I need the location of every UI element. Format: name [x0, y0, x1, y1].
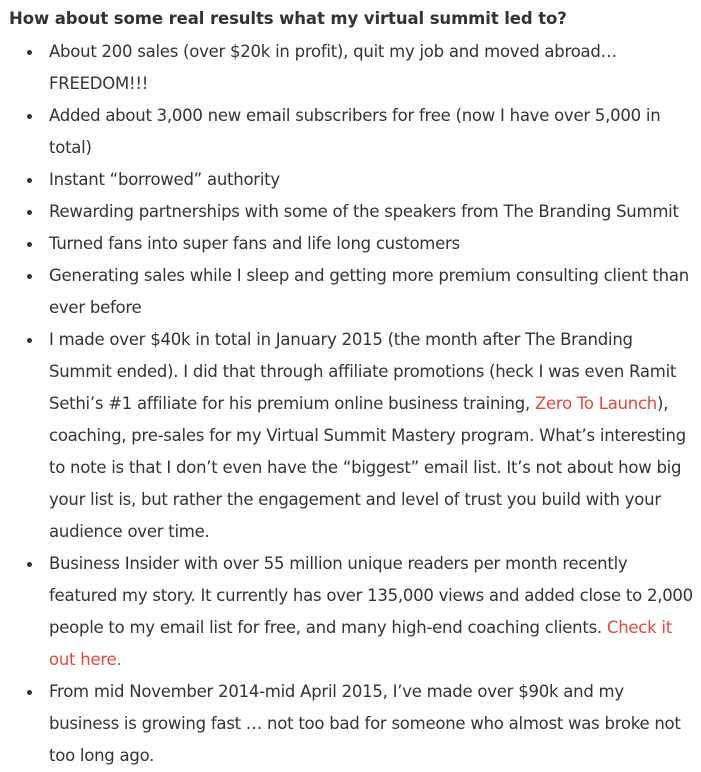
- list-item-text: Turned fans into super fans and life long customers: [49, 234, 460, 253]
- list-item-text: About 200 sales (over $20k in profit), quit my job and moved abroad…FREEDOM!!!: [49, 42, 617, 93]
- list-item-text: From mid November 2014-mid April 2015, I’ve made over $90k and my business is growing fast … not too bad for someone who almost was broke not too long ago.: [49, 682, 681, 765]
- list-item: [49, 548, 694, 676]
- list-item: [49, 164, 694, 196]
- list-item-text: Generating sales while I sleep and getting more premium consulting client than ever before: [49, 266, 689, 317]
- list-item: [49, 324, 694, 548]
- list-item-text: Added about 3,000 new email subscribers for free (now I have over 5,000 in total): [49, 106, 661, 157]
- zero-to-launch-link[interactable]: Zero To Launch: [534, 394, 658, 413]
- list-item: [49, 228, 694, 260]
- check-it-out-link[interactable]: Check it out here.: [49, 618, 672, 669]
- list-item-text: Business Insider with over 55 million unique readers per month recently featured my story. It currently has over 135,000 views and added close to 2,000 people to my email list for free, and many high-end coaching clients.: [49, 554, 693, 637]
- list-item-text: ), coaching, pre-sales for my Virtual Summit Mastery program. What’s interesting to note is that I don’t even have the “biggest” email list. It’s not about how big your list is, but rather the engagement and level of trust you build with your audience over time.: [49, 394, 686, 541]
- list-item-text: Rewarding partnerships with some of the speakers from The Branding Summit: [49, 202, 679, 221]
- list-item: [49, 36, 694, 100]
- list-item-text: I made over $40k in total in January 2015 (the month after The Branding Summit ended). I did that through affiliate promotions (heck I was even Ramit Sethi’s #1 affiliate for his premium online business training,: [49, 330, 677, 413]
- list-item-text: Instant “borrowed” authority: [49, 170, 280, 189]
- list-item: [49, 100, 694, 164]
- results-list: [9, 36, 694, 772]
- list-item: [49, 196, 694, 228]
- list-item: [49, 260, 694, 324]
- section-heading: How about some real results what my virtual summit led to?: [9, 9, 567, 28]
- list-item: [49, 676, 694, 772]
